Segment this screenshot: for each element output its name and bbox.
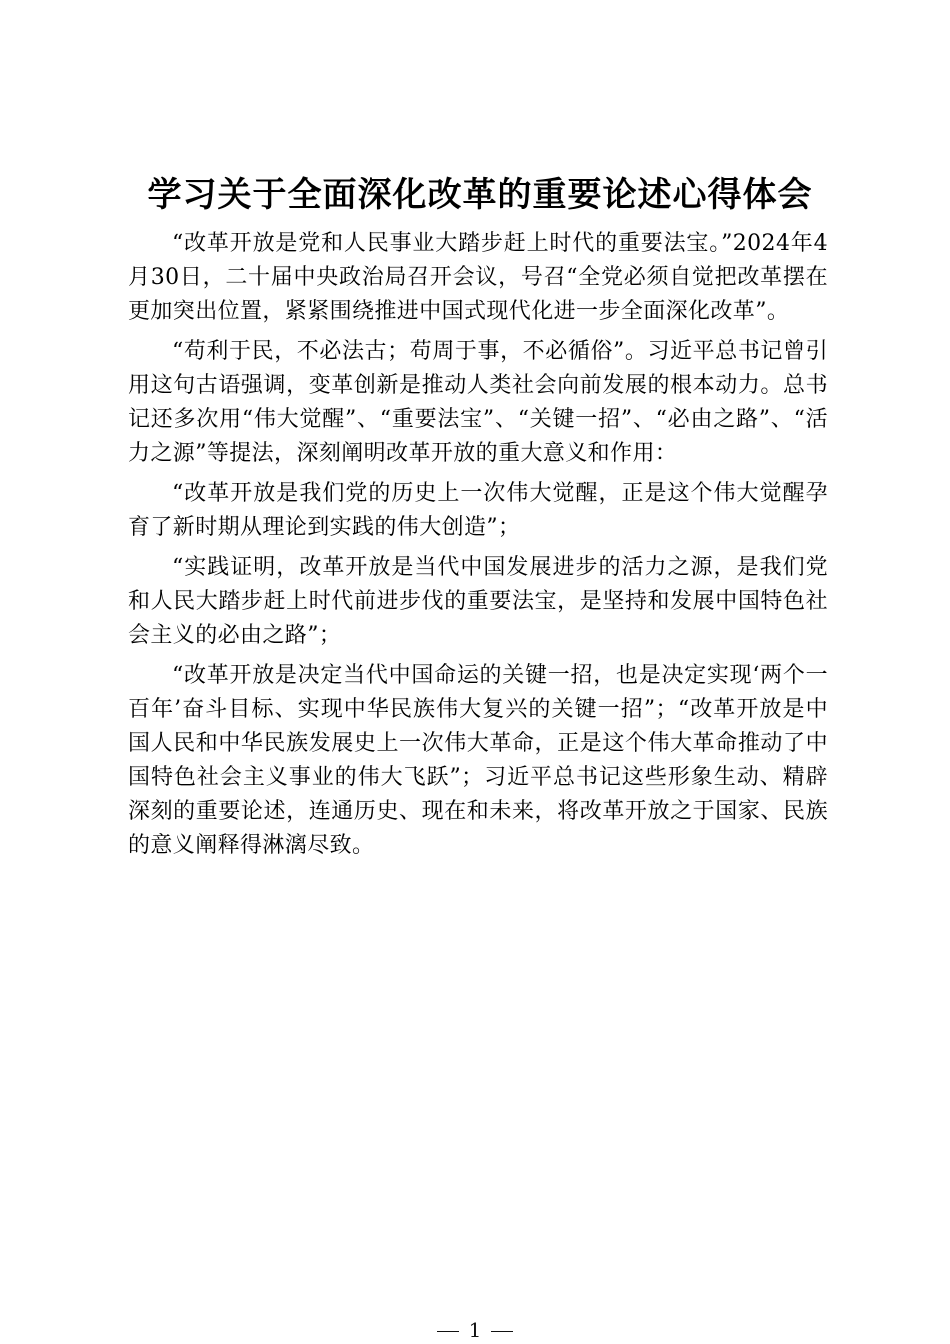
document-title: 学习关于全面深化改革的重要论述心得体会 — [147, 175, 813, 215]
document-body — [128, 227, 828, 863]
page-number-dash-left — [437, 1331, 459, 1332]
paragraph: “改革开放是我们党的历史上一次伟大觉醒，正是这个伟大觉醒孕育了新时期从理论到实践的伟大创造”； — [128, 481, 828, 540]
paragraph: “改革开放是党和人民事业大踏步赶上时代的重要法宝。”2024年4月30日，二十届中央政治局召开会议，号召“全党必须自觉把改革摆在更加突出位置，紧紧围绕推进中国式现代化进一步全面深化改革”。 — [128, 231, 828, 324]
paragraph: “苟利于民，不必法古；苟周于事，不必循俗”。习近平总书记曾引用这句古语强调，变革创新是推动人类社会向前发展的根本动力。总书记还多次用“伟大觉醒”、“重要法宝”、“关键一招”、“必由之路”、“活力之源”等提法，深刻阐明改革开放的重大意义和作用： — [128, 339, 828, 466]
paragraph: “改革开放是决定当代中国命运的关键一招，也是决定实现‘两个一百年’奋斗目标、实现中华民族伟大复兴的关键一招”；“改革开放是中国人民和中华民族发展史上一次伟大革命，正是这个伟大革命推动了中国特色社会主义事业的伟大飞跃”；习近平总书记这些形象生动、精辟深刻的重要论述，连通历史、现在和未来，将改革开放之于国家、民族的意义阐释得淋漓尽致。 — [128, 663, 828, 858]
paragraph: “实践证明，改革开放是当代中国发展进步的活力之源，是我们党和人民大踏步赶上时代前进步伐的重要法宝，是坚持和发展中国特色社会主义的必由之路”； — [128, 555, 828, 648]
page-footer — [0, 1316, 950, 1344]
page-number-dash-right — [491, 1331, 513, 1332]
page-number: 1 — [468, 1318, 482, 1342]
